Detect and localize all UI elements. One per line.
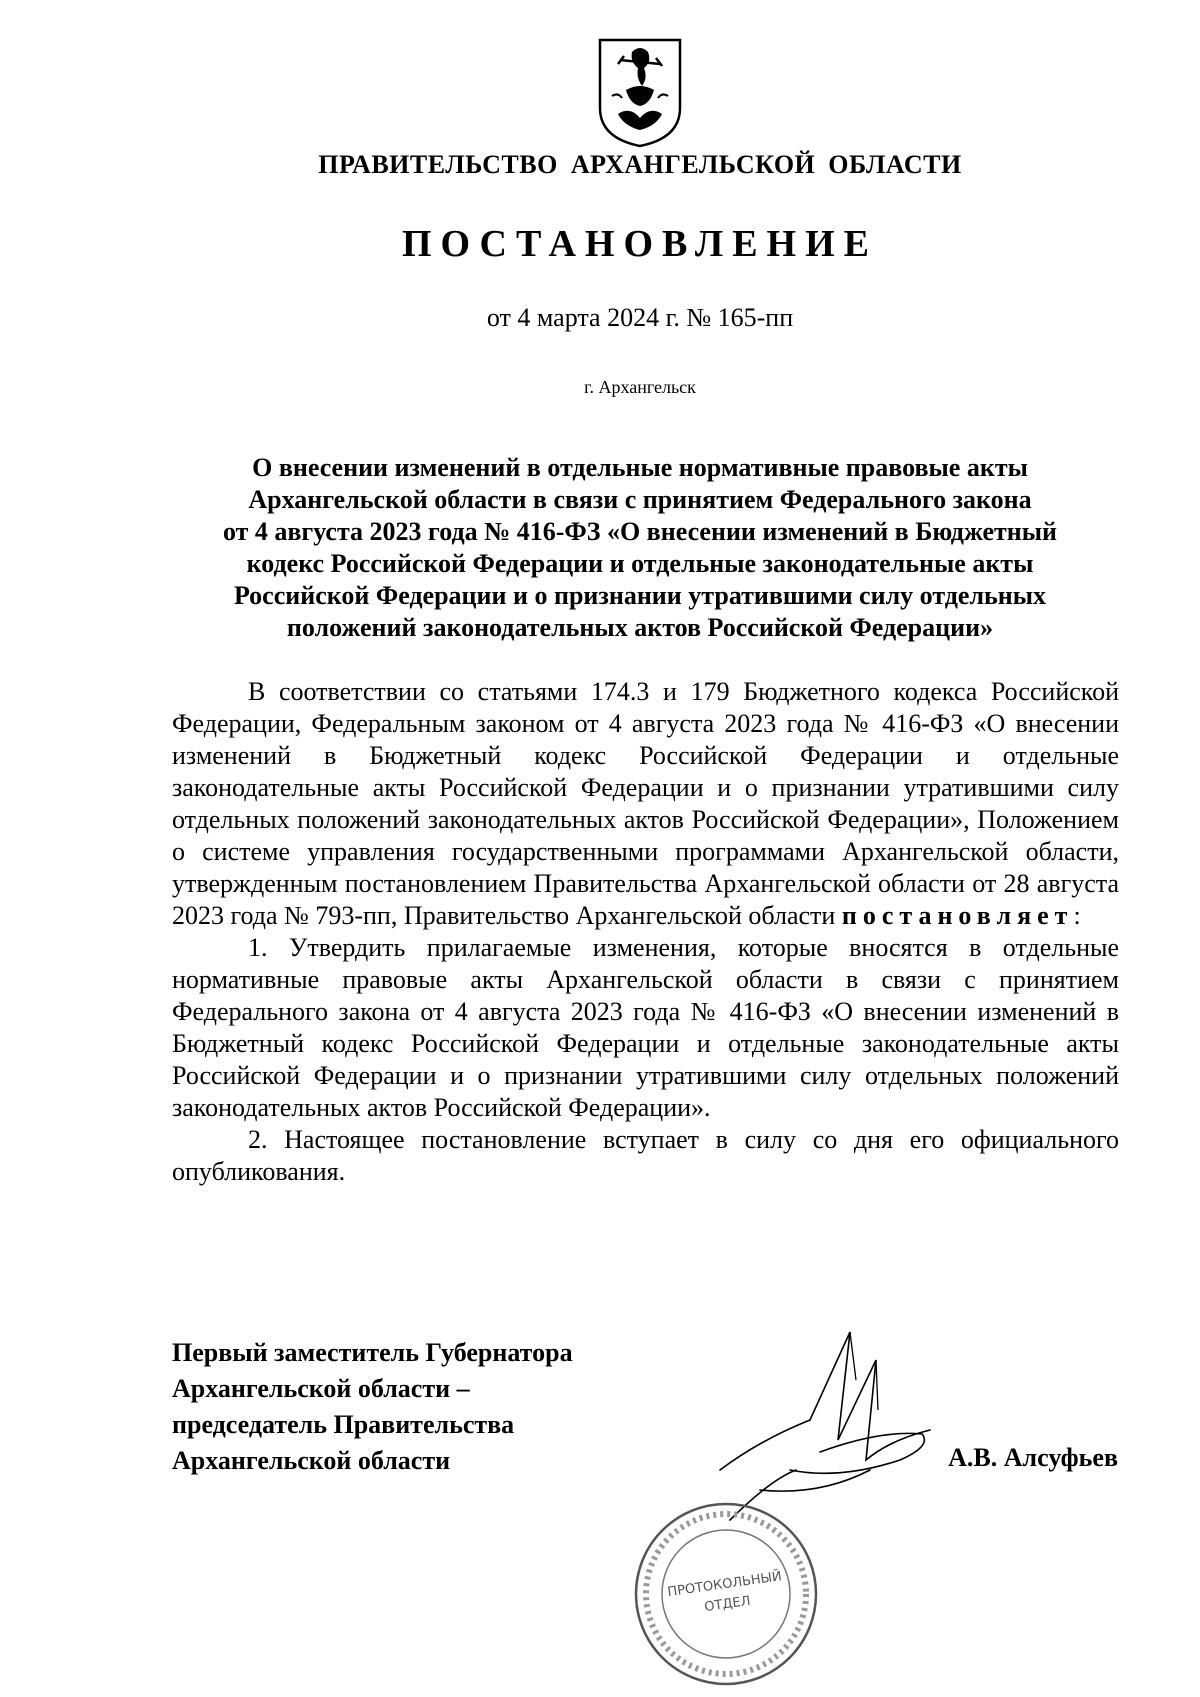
title-line: Российской Федерации и о признании утратившими силу отдельных — [233, 581, 1047, 610]
document-type: ПОСТАНОВЛЕНИЕ — [401, 223, 879, 265]
position-line: председатель Правительства — [172, 1410, 515, 1439]
position-line: Архангельской области – — [172, 1374, 470, 1403]
title-line: Архангельской области в связи с принятием Федерального закона — [248, 485, 1032, 514]
signatory-name: А.В. Алсуфьев — [948, 1443, 1118, 1472]
official-stamp — [632, 1500, 820, 1688]
document-body — [172, 676, 1119, 1188]
title-line: положений законодательных актов Российской Федерации» — [286, 613, 994, 642]
document-title — [160, 452, 1120, 644]
title-line: О внесении изменений в отдельные нормативные правовые акты — [252, 453, 1028, 482]
handwritten-signature — [700, 1320, 960, 1530]
decree-word: постановляет — [841, 901, 1074, 930]
item-1-paragraph: 1. Утвердить прилагаемые изменения, которые вносятся в отдельные нормативные правовые акты Архангельской области в связи с принятием Федерального закона от 4 августа 2023 года № 416-ФЗ «О внесении изменений в Бюджетный кодекс Российской Федерации и отдельные законодательные акты Российской Федерации и о признании утратившими силу отдельных положений законодательных актов Российской Федерации». — [172, 933, 1119, 1122]
decree-colon: : — [1073, 901, 1081, 930]
coat-of-arms-emblem — [596, 34, 684, 150]
organization-name: ПРАВИТЕЛЬСТВО АРХАНГЕЛЬСКОЙ ОБЛАСТИ — [318, 150, 962, 179]
stamp-text-line-2: ОТДЕЛ — [703, 1593, 752, 1616]
preamble-text: В соответствии со статьями 174.3 и 179 Бюджетного кодекса Российской Федерации, Федеральным законом от 4 августа 2023 года № 416-ФЗ «О внесении изменений в Бюджетный кодекс Российской Федерации и отдельные законодательные акты Российской Федерации и о признании утратившими силу отдельных положений законодательных актов Российской Федерации», Положением о системе управления государственными программами Архангельской области, утвержденным постановлением Правительства Архангельской области от 28 августа 2023 года № 793-пп, Правительство Архангельской области — [172, 677, 1119, 930]
document-date-number: от 4 марта 2024 г. № 165-пп — [486, 303, 794, 332]
position-line: Архангельской области — [172, 1446, 451, 1475]
item-2-paragraph: 2. Настоящее постановление вступает в силу со дня его официального опубликования. — [172, 1125, 1119, 1186]
document-city: г. Архангельск — [584, 377, 696, 397]
preamble-paragraph — [172, 676, 1119, 932]
stamp-text-line-1: ПРОТОКОЛЬНЫЙ — [666, 1569, 783, 1601]
title-line: от 4 августа 2023 года № 416-ФЗ «О внесении изменений в Бюджетный — [222, 517, 1058, 546]
position-line: Первый заместитель Губернатора — [172, 1338, 573, 1367]
title-line: кодекс Российской Федерации и отдельные законодательные акты — [246, 549, 1034, 578]
signatory-position — [172, 1335, 573, 1479]
